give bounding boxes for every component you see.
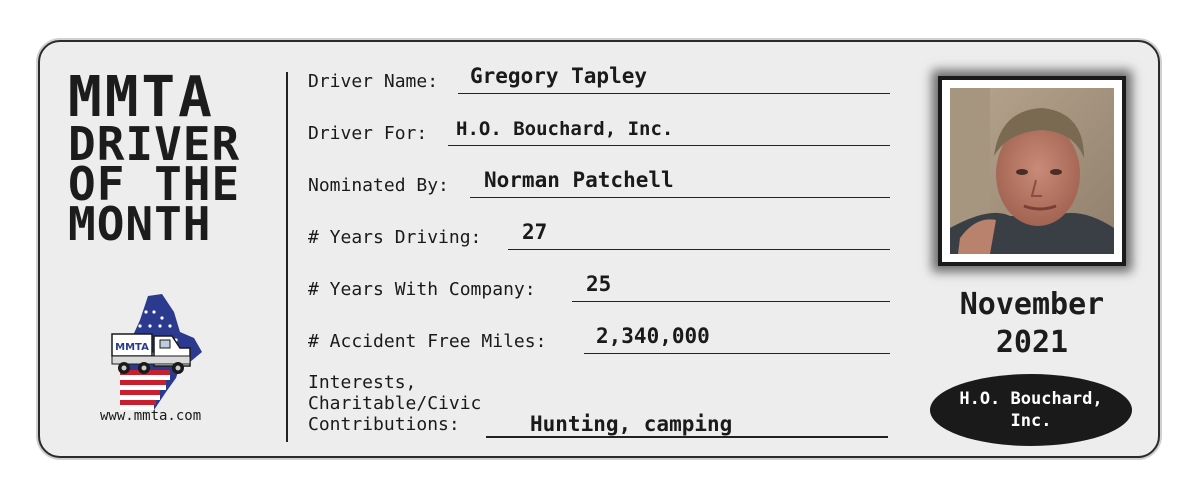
years-driving-underline (508, 249, 890, 251)
driver-for-value: H.O. Bouchard, Inc. (456, 118, 674, 140)
field-driver-for (308, 114, 890, 144)
month-year: 2021 (995, 325, 1069, 360)
maine-truck-logo-icon (110, 292, 220, 412)
driver-name-underline (458, 93, 890, 95)
month-label (938, 286, 1126, 362)
divider (286, 72, 288, 442)
title-line-of-the: OF THE (68, 157, 241, 211)
driver-name-label: Driver Name: (308, 71, 439, 92)
company-badge (930, 374, 1132, 446)
nominated-by-value: Norman Patchell (484, 168, 674, 192)
title-line-driver: DRIVER (68, 117, 241, 171)
years-with-company-label: # Years With Company: (308, 279, 536, 300)
company-badge-line1: H.O. Bouchard, (959, 389, 1103, 409)
interests-underline (486, 436, 888, 438)
driver-portrait-photo (950, 88, 1114, 254)
years-with-company-value: 25 (586, 272, 612, 296)
title-line-mmta: MMTA (68, 65, 215, 130)
logo-text: MMTA (115, 342, 149, 353)
driver-photo-frame (938, 76, 1126, 266)
page-title (68, 65, 268, 251)
field-interests (308, 372, 733, 436)
month-name: November (959, 287, 1105, 322)
driver-name-value: Gregory Tapley (470, 64, 648, 88)
field-accident-free-miles (308, 322, 890, 352)
company-badge-line2: Inc. (1010, 411, 1052, 431)
nominated-by-label: Nominated By: (308, 175, 449, 196)
field-years-driving (308, 218, 890, 248)
interests-label-line2: Charitable/Civic (308, 393, 482, 414)
interests-value: Hunting, camping (530, 412, 733, 436)
title-line-month: MONTH (68, 197, 212, 251)
interests-label-line3: Contributions: (308, 414, 460, 435)
field-nominated-by (308, 166, 890, 196)
accident-free-miles-value: 2,340,000 (596, 324, 710, 348)
years-driving-label: # Years Driving: (308, 227, 482, 248)
driver-for-label: Driver For: (308, 123, 428, 144)
accident-free-miles-underline (584, 353, 890, 355)
nominated-by-underline (470, 197, 890, 199)
field-years-with-company (308, 270, 890, 300)
field-driver-name (308, 62, 890, 92)
interests-label-line1: Interests, (308, 372, 417, 393)
years-driving-value: 27 (522, 220, 548, 244)
website-link[interactable]: www.mmta.com (100, 408, 202, 424)
driver-for-underline (448, 145, 890, 147)
years-with-company-underline (572, 301, 890, 303)
accident-free-miles-label: # Accident Free Miles: (308, 331, 547, 352)
